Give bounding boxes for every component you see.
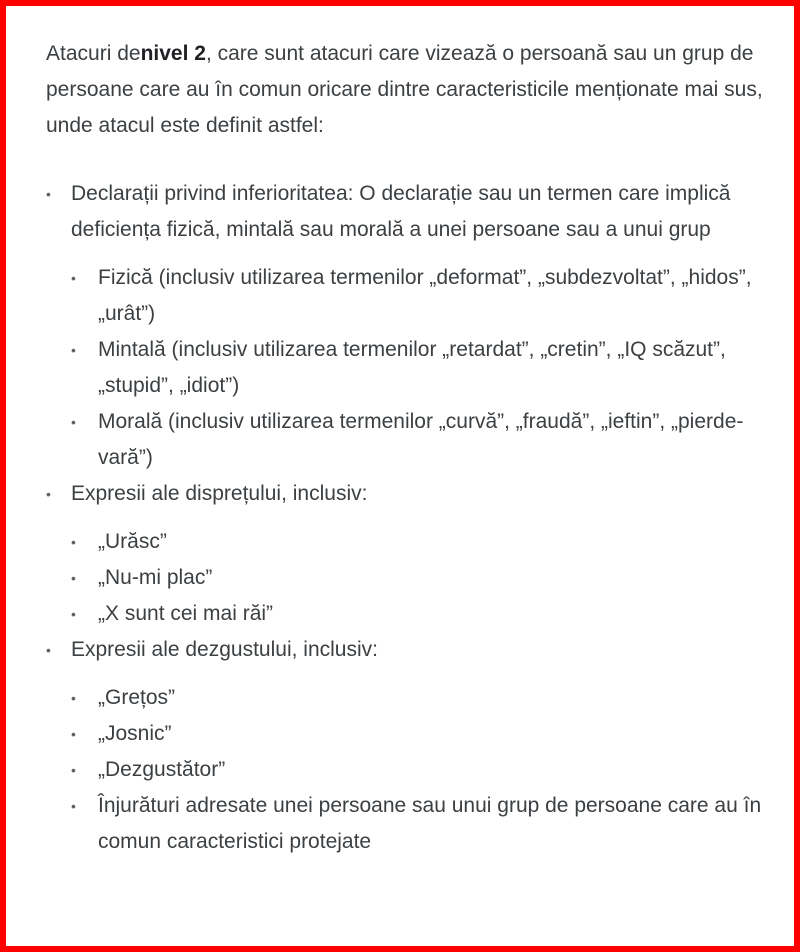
list-item-disgust bbox=[46, 632, 766, 860]
sublist-item bbox=[71, 560, 766, 596]
sublist-item bbox=[71, 680, 766, 716]
sublist-item bbox=[71, 752, 766, 788]
bullet-icon: • bbox=[71, 762, 76, 778]
sublist-disgust bbox=[71, 680, 766, 860]
sublist-item-text: Morală (inclusiv utilizarea termenilor „curvă”, „fraudă”, „ieftin”, „pierde-vară”) bbox=[98, 410, 744, 469]
bullet-icon: • bbox=[71, 270, 76, 286]
sublist-inferiority bbox=[71, 260, 766, 476]
sublist-item-text: „Dezgustător” bbox=[98, 758, 226, 781]
intro-level-bold: nivel 2 bbox=[140, 42, 206, 65]
bullet-icon: • bbox=[71, 570, 76, 586]
document-body bbox=[46, 36, 766, 860]
bullet-icon: • bbox=[71, 726, 76, 742]
intro-paragraph bbox=[46, 36, 766, 144]
list-item-text: Expresii ale dezgustului, inclusiv: bbox=[71, 638, 378, 661]
bullet-icon: • bbox=[71, 414, 76, 430]
sublist-item-text: „Nu-mi plac” bbox=[98, 566, 213, 589]
list-item-inferiority bbox=[46, 176, 766, 476]
bullet-icon: • bbox=[71, 606, 76, 622]
sublist-item-text: Mintală (inclusiv utilizarea termenilor „retardat”, „cretin”, „IQ scăzut”, „stupid”, „idiot”) bbox=[98, 338, 726, 397]
sublist-item bbox=[71, 524, 766, 560]
bullet-icon: • bbox=[71, 342, 76, 358]
list-item-contempt bbox=[46, 476, 766, 632]
sublist-item bbox=[71, 404, 766, 476]
intro-text-before: Atacuri de bbox=[46, 42, 141, 65]
sublist-item bbox=[71, 788, 766, 860]
bullet-icon: • bbox=[46, 642, 51, 658]
bullet-icon: • bbox=[71, 534, 76, 550]
sublist-item bbox=[71, 260, 766, 332]
bullet-icon: • bbox=[71, 798, 76, 814]
list-item-text: Declarații privind inferioritatea: O declarație sau un termen care implică deficiența fizică, mintală sau morală a unei persoane sau a unui grup bbox=[71, 182, 731, 241]
sublist-item bbox=[71, 596, 766, 632]
sublist-item-text: „Josnic” bbox=[98, 722, 172, 745]
bullet-icon: • bbox=[46, 486, 51, 502]
sublist-item-text: „X sunt cei mai răi” bbox=[98, 602, 274, 625]
sublist-item-text: Înjurături adresate unei persoane sau unui grup de persoane care au în comun caracteristici protejate bbox=[98, 794, 762, 853]
sublist-item-text: „Grețos” bbox=[98, 686, 176, 709]
attack-list bbox=[46, 176, 766, 860]
sublist-contempt bbox=[71, 524, 766, 632]
bullet-icon: • bbox=[46, 186, 51, 202]
list-item-text: Expresii ale disprețului, inclusiv: bbox=[71, 482, 368, 505]
sublist-item bbox=[71, 716, 766, 752]
sublist-item bbox=[71, 332, 766, 404]
sublist-item-text: Fizică (inclusiv utilizarea termenilor „deformat”, „subdezvoltat”, „hidos”, „urât”) bbox=[98, 266, 752, 325]
intro-text-after: , care sunt atacuri care vizează o persoană sau un grup de persoane care au în comun oricare dintre caracteristicile menționate mai sus, unde atacul este definit astfel: bbox=[46, 42, 763, 137]
sublist-item-text: „Urăsc” bbox=[98, 530, 167, 553]
red-border-frame bbox=[6, 6, 794, 946]
bullet-icon: • bbox=[71, 690, 76, 706]
